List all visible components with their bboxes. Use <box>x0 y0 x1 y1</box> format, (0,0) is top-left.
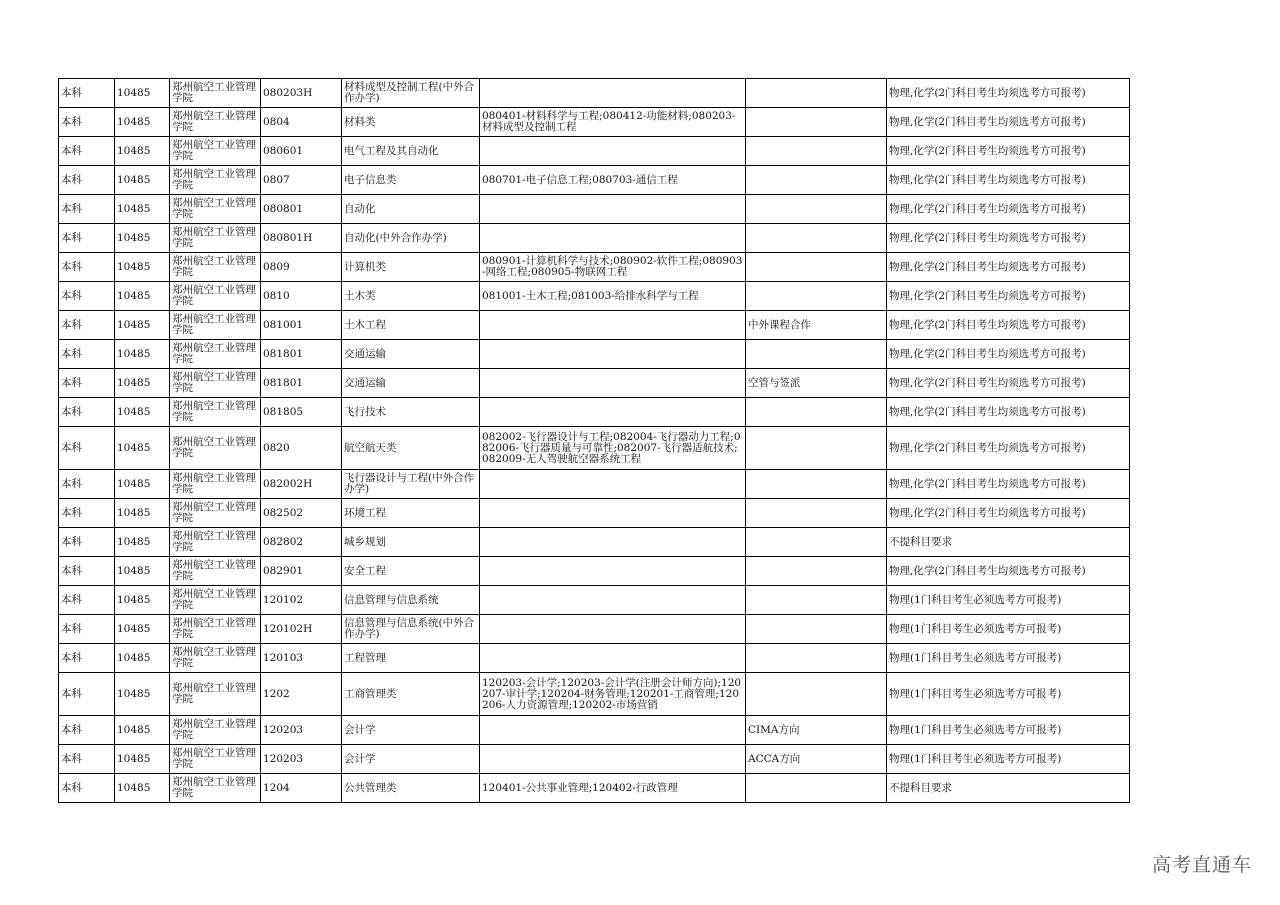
major-name-cell: 交通运输 <box>342 340 480 369</box>
school-code-cell: 10485 <box>115 79 170 108</box>
included-majors-cell <box>480 745 746 774</box>
school-code-cell: 10485 <box>115 673 170 716</box>
level-cell: 本科 <box>59 586 115 615</box>
level-cell: 本科 <box>59 644 115 673</box>
major-name-cell: 土木工程 <box>342 311 480 340</box>
level-cell: 本科 <box>59 745 115 774</box>
table-row <box>59 137 1130 166</box>
school-name-cell: 郑州航空工业管理学院 <box>170 745 261 774</box>
major-name-cell: 航空航天类 <box>342 427 480 470</box>
subject-requirement-cell: 物理,化学(2门科目考生均须选考方可报考) <box>887 340 1130 369</box>
major-name-cell: 会计学 <box>342 716 480 745</box>
school-code-cell: 10485 <box>115 615 170 644</box>
table-row <box>59 282 1130 311</box>
level-cell: 本科 <box>59 311 115 340</box>
level-cell: 本科 <box>59 528 115 557</box>
school-code-cell: 10485 <box>115 340 170 369</box>
included-majors-cell <box>480 615 746 644</box>
table-row <box>59 79 1130 108</box>
subject-requirement-cell: 物理(1门科目考生必须选考方可报考) <box>887 586 1130 615</box>
major-code-cell: 082901 <box>261 557 342 586</box>
major-name-cell: 会计学 <box>342 745 480 774</box>
level-cell: 本科 <box>59 137 115 166</box>
table-row <box>59 340 1130 369</box>
note-cell <box>746 615 887 644</box>
included-majors-cell: 081001-土木工程;081003-给排水科学与工程 <box>480 282 746 311</box>
subject-requirement-cell: 物理,化学(2门科目考生均须选考方可报考) <box>887 253 1130 282</box>
table-row <box>59 673 1130 716</box>
school-name-cell: 郑州航空工业管理学院 <box>170 427 261 470</box>
subject-requirement-cell: 物理,化学(2门科目考生均须选考方可报考) <box>887 499 1130 528</box>
school-code-cell: 10485 <box>115 557 170 586</box>
note-cell <box>746 528 887 557</box>
included-majors-cell <box>480 528 746 557</box>
admission-table <box>58 78 1130 803</box>
school-name-cell: 郑州航空工业管理学院 <box>170 644 261 673</box>
school-code-cell: 10485 <box>115 427 170 470</box>
note-cell: 中外课程合作 <box>746 311 887 340</box>
major-code-cell: 081801 <box>261 340 342 369</box>
note-cell <box>746 195 887 224</box>
note-cell <box>746 774 887 803</box>
major-code-cell: 0810 <box>261 282 342 311</box>
subject-requirement-cell: 物理,化学(2门科目考生均须选考方可报考) <box>887 224 1130 253</box>
major-code-cell: 1202 <box>261 673 342 716</box>
subject-requirement-cell: 物理,化学(2门科目考生均须选考方可报考) <box>887 557 1130 586</box>
school-name-cell: 郑州航空工业管理学院 <box>170 615 261 644</box>
school-name-cell: 郑州航空工业管理学院 <box>170 470 261 499</box>
major-code-cell: 080801 <box>261 195 342 224</box>
major-code-cell: 0807 <box>261 166 342 195</box>
school-code-cell: 10485 <box>115 311 170 340</box>
note-cell <box>746 224 887 253</box>
note-cell <box>746 586 887 615</box>
school-name-cell: 郑州航空工业管理学院 <box>170 398 261 427</box>
table-row <box>59 166 1130 195</box>
school-code-cell: 10485 <box>115 137 170 166</box>
note-cell <box>746 137 887 166</box>
subject-requirement-cell: 物理(1门科目考生必须选考方可报考) <box>887 673 1130 716</box>
major-name-cell: 材料类 <box>342 108 480 137</box>
note-cell <box>746 166 887 195</box>
watermark: 高考直通车 <box>1151 854 1252 876</box>
school-code-cell: 10485 <box>115 644 170 673</box>
major-code-cell: 080601 <box>261 137 342 166</box>
school-name-cell: 郑州航空工业管理学院 <box>170 774 261 803</box>
major-code-cell: 0809 <box>261 253 342 282</box>
major-code-cell: 120102 <box>261 586 342 615</box>
school-name-cell: 郑州航空工业管理学院 <box>170 528 261 557</box>
school-name-cell: 郑州航空工业管理学院 <box>170 586 261 615</box>
school-code-cell: 10485 <box>115 195 170 224</box>
level-cell: 本科 <box>59 108 115 137</box>
level-cell: 本科 <box>59 774 115 803</box>
major-name-cell: 飞行器设计与工程(中外合作办学) <box>342 470 480 499</box>
school-code-cell: 10485 <box>115 224 170 253</box>
major-code-cell: 082502 <box>261 499 342 528</box>
major-name-cell: 工商管理类 <box>342 673 480 716</box>
school-name-cell: 郑州航空工业管理学院 <box>170 716 261 745</box>
major-code-cell: 120103 <box>261 644 342 673</box>
school-name-cell: 郑州航空工业管理学院 <box>170 282 261 311</box>
major-name-cell: 城乡规划 <box>342 528 480 557</box>
major-name-cell: 工程管理 <box>342 644 480 673</box>
included-majors-cell <box>480 499 746 528</box>
table-row <box>59 499 1130 528</box>
major-name-cell: 交通运输 <box>342 369 480 398</box>
note-cell <box>746 108 887 137</box>
included-majors-cell: 080701-电子信息工程;080703-通信工程 <box>480 166 746 195</box>
level-cell: 本科 <box>59 282 115 311</box>
major-code-cell: 0804 <box>261 108 342 137</box>
level-cell: 本科 <box>59 166 115 195</box>
major-name-cell: 电气工程及其自动化 <box>342 137 480 166</box>
included-majors-cell <box>480 311 746 340</box>
school-name-cell: 郑州航空工业管理学院 <box>170 557 261 586</box>
level-cell: 本科 <box>59 253 115 282</box>
note-cell <box>746 79 887 108</box>
major-name-cell: 自动化 <box>342 195 480 224</box>
school-name-cell: 郑州航空工业管理学院 <box>170 499 261 528</box>
school-name-cell: 郑州航空工业管理学院 <box>170 311 261 340</box>
subject-requirement-cell: 不提科目要求 <box>887 774 1130 803</box>
included-majors-cell <box>480 340 746 369</box>
subject-requirement-cell: 物理(1门科目考生必须选考方可报考) <box>887 644 1130 673</box>
major-code-cell: 120203 <box>261 716 342 745</box>
table-row <box>59 528 1130 557</box>
table-body <box>59 79 1130 803</box>
level-cell: 本科 <box>59 369 115 398</box>
school-name-cell: 郑州航空工业管理学院 <box>170 673 261 716</box>
school-name-cell: 郑州航空工业管理学院 <box>170 166 261 195</box>
note-cell <box>746 470 887 499</box>
school-name-cell: 郑州航空工业管理学院 <box>170 340 261 369</box>
major-code-cell: 1204 <box>261 774 342 803</box>
school-code-cell: 10485 <box>115 499 170 528</box>
note-cell <box>746 499 887 528</box>
school-code-cell: 10485 <box>115 108 170 137</box>
level-cell: 本科 <box>59 470 115 499</box>
included-majors-cell <box>480 644 746 673</box>
table-row <box>59 108 1130 137</box>
school-code-cell: 10485 <box>115 745 170 774</box>
note-cell: ACCA方向 <box>746 745 887 774</box>
included-majors-cell <box>480 586 746 615</box>
major-name-cell: 信息管理与信息系统 <box>342 586 480 615</box>
table-row <box>59 745 1130 774</box>
included-majors-cell <box>480 369 746 398</box>
included-majors-cell <box>480 79 746 108</box>
included-majors-cell: 080901-计算机科学与技术;080902-软件工程;080903-网络工程;080905-物联网工程 <box>480 253 746 282</box>
level-cell: 本科 <box>59 615 115 644</box>
major-name-cell: 环境工程 <box>342 499 480 528</box>
major-name-cell: 材料成型及控制工程(中外合作办学) <box>342 79 480 108</box>
note-cell <box>746 557 887 586</box>
school-name-cell: 郑州航空工业管理学院 <box>170 195 261 224</box>
table-row <box>59 224 1130 253</box>
major-code-cell: 082802 <box>261 528 342 557</box>
included-majors-cell <box>480 224 746 253</box>
table-row <box>59 369 1130 398</box>
included-majors-cell <box>480 398 746 427</box>
subject-requirement-cell: 物理,化学(2门科目考生均须选考方可报考) <box>887 108 1130 137</box>
school-code-cell: 10485 <box>115 716 170 745</box>
major-name-cell: 信息管理与信息系统(中外合作办学) <box>342 615 480 644</box>
note-cell <box>746 340 887 369</box>
note-cell <box>746 644 887 673</box>
major-code-cell: 120102H <box>261 615 342 644</box>
major-name-cell: 自动化(中外合作办学) <box>342 224 480 253</box>
note-cell <box>746 427 887 470</box>
major-name-cell: 电子信息类 <box>342 166 480 195</box>
note-cell <box>746 253 887 282</box>
included-majors-cell: 080401-材料科学与工程;080412-功能材料;080203-材料成型及控制工程 <box>480 108 746 137</box>
included-majors-cell <box>480 470 746 499</box>
level-cell: 本科 <box>59 398 115 427</box>
included-majors-cell: 120401-公共事业管理;120402-行政管理 <box>480 774 746 803</box>
major-code-cell: 081801 <box>261 369 342 398</box>
subject-requirement-cell: 物理,化学(2门科目考生均须选考方可报考) <box>887 398 1130 427</box>
included-majors-cell <box>480 195 746 224</box>
table-row <box>59 774 1130 803</box>
subject-requirement-cell: 物理,化学(2门科目考生均须选考方可报考) <box>887 369 1130 398</box>
school-name-cell: 郑州航空工业管理学院 <box>170 137 261 166</box>
level-cell: 本科 <box>59 499 115 528</box>
note-cell <box>746 398 887 427</box>
subject-requirement-cell: 物理,化学(2门科目考生均须选考方可报考) <box>887 470 1130 499</box>
school-name-cell: 郑州航空工业管理学院 <box>170 253 261 282</box>
major-code-cell: 081001 <box>261 311 342 340</box>
table-row <box>59 615 1130 644</box>
level-cell: 本科 <box>59 673 115 716</box>
included-majors-cell <box>480 557 746 586</box>
major-code-cell: 120203 <box>261 745 342 774</box>
table-row <box>59 557 1130 586</box>
subject-requirement-cell: 物理,化学(2门科目考生均须选考方可报考) <box>887 137 1130 166</box>
school-code-cell: 10485 <box>115 586 170 615</box>
school-name-cell: 郑州航空工业管理学院 <box>170 224 261 253</box>
table-row <box>59 644 1130 673</box>
school-code-cell: 10485 <box>115 282 170 311</box>
school-code-cell: 10485 <box>115 774 170 803</box>
level-cell: 本科 <box>59 340 115 369</box>
school-code-cell: 10485 <box>115 369 170 398</box>
level-cell: 本科 <box>59 427 115 470</box>
school-name-cell: 郑州航空工业管理学院 <box>170 79 261 108</box>
major-code-cell: 081805 <box>261 398 342 427</box>
subject-requirement-cell: 物理,化学(2门科目考生均须选考方可报考) <box>887 195 1130 224</box>
table-row <box>59 253 1130 282</box>
note-cell: 空管与签派 <box>746 369 887 398</box>
subject-requirement-cell: 物理,化学(2门科目考生均须选考方可报考) <box>887 427 1130 470</box>
included-majors-cell <box>480 137 746 166</box>
school-code-cell: 10485 <box>115 253 170 282</box>
subject-requirement-cell: 物理(1门科目考生必须选考方可报考) <box>887 745 1130 774</box>
note-cell <box>746 673 887 716</box>
level-cell: 本科 <box>59 716 115 745</box>
major-name-cell: 计算机类 <box>342 253 480 282</box>
note-cell: CIMA方向 <box>746 716 887 745</box>
level-cell: 本科 <box>59 195 115 224</box>
school-code-cell: 10485 <box>115 528 170 557</box>
table-row <box>59 311 1130 340</box>
school-code-cell: 10485 <box>115 166 170 195</box>
included-majors-cell <box>480 716 746 745</box>
subject-requirement-cell: 不提科目要求 <box>887 528 1130 557</box>
major-name-cell: 公共管理类 <box>342 774 480 803</box>
table-row <box>59 195 1130 224</box>
major-name-cell: 飞行技术 <box>342 398 480 427</box>
level-cell: 本科 <box>59 557 115 586</box>
included-majors-cell: 082002-飞行器设计与工程;082004-飞行器动力工程;082006-飞行器质量与可靠性;082007-飞行器适航技术;082009-无人驾驶航空器系统工程 <box>480 427 746 470</box>
subject-requirement-cell: 物理(1门科目考生必须选考方可报考) <box>887 716 1130 745</box>
subject-requirement-cell: 物理,化学(2门科目考生均须选考方可报考) <box>887 311 1130 340</box>
school-code-cell: 10485 <box>115 398 170 427</box>
subject-requirement-cell: 物理,化学(2门科目考生均须选考方可报考) <box>887 79 1130 108</box>
level-cell: 本科 <box>59 79 115 108</box>
major-code-cell: 080801H <box>261 224 342 253</box>
major-code-cell: 082002H <box>261 470 342 499</box>
major-name-cell: 土木类 <box>342 282 480 311</box>
subject-requirement-cell: 物理(1门科目考生必须选考方可报考) <box>887 615 1130 644</box>
school-code-cell: 10485 <box>115 470 170 499</box>
table-row <box>59 427 1130 470</box>
table-row <box>59 716 1130 745</box>
school-name-cell: 郑州航空工业管理学院 <box>170 369 261 398</box>
major-code-cell: 080203H <box>261 79 342 108</box>
included-majors-cell: 120203-会计学;120203-会计学(注册会计师方向);120207-审计学;120204-财务管理;120201-工商管理;120206-人力资源管理;120202-市场营销 <box>480 673 746 716</box>
major-name-cell: 安全工程 <box>342 557 480 586</box>
level-cell: 本科 <box>59 224 115 253</box>
note-cell <box>746 282 887 311</box>
subject-requirement-cell: 物理,化学(2门科目考生均须选考方可报考) <box>887 282 1130 311</box>
major-code-cell: 0820 <box>261 427 342 470</box>
table-row <box>59 586 1130 615</box>
table-row <box>59 470 1130 499</box>
table-row <box>59 398 1130 427</box>
school-name-cell: 郑州航空工业管理学院 <box>170 108 261 137</box>
subject-requirement-cell: 物理,化学(2门科目考生均须选考方可报考) <box>887 166 1130 195</box>
